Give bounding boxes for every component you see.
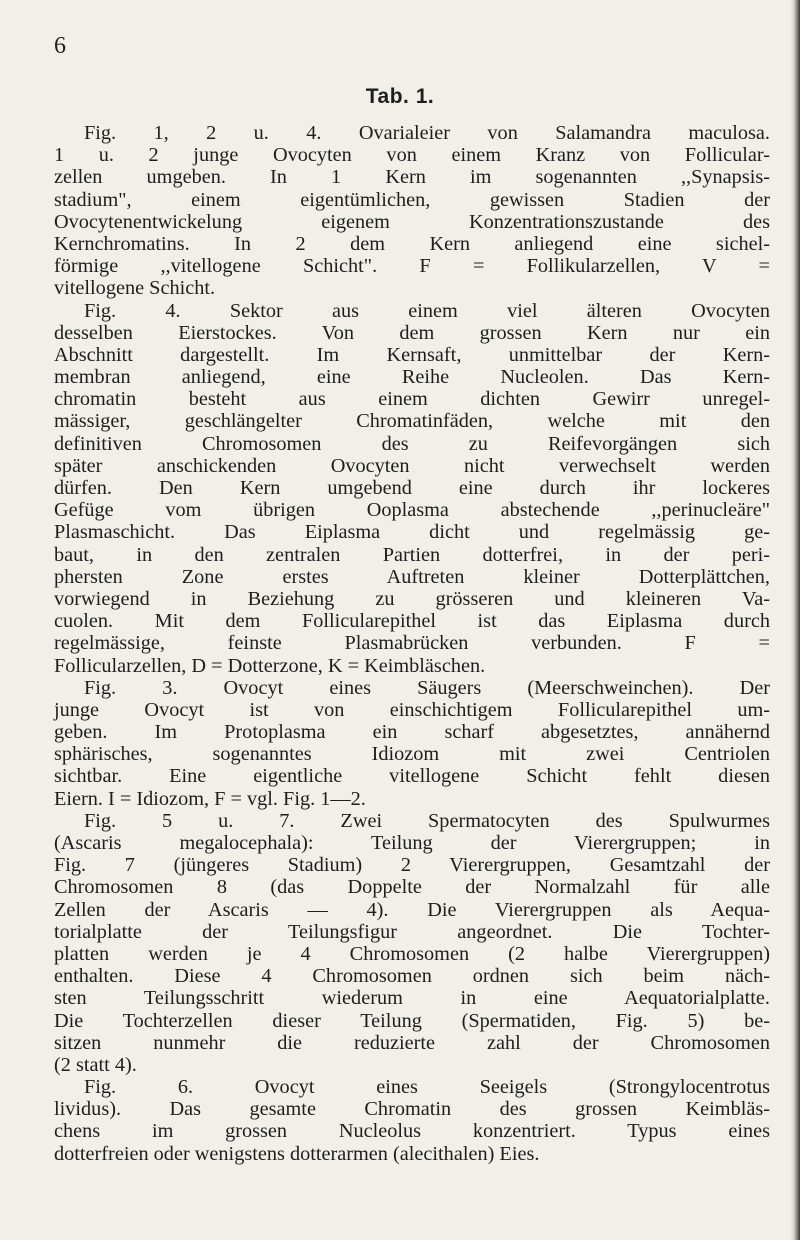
text-line: Kernchromatins. In 2 dem Kern anliegend eine sichel- — [54, 232, 770, 255]
text-line: platten werden je 4 Chromosomen (2 halbe Vierergruppen) — [54, 942, 770, 965]
text-line: torialplatte der Teilungsfigur angeordnet. Die Tochter- — [54, 920, 770, 943]
text-line: später anschickenden Ovocyten nicht verwechselt werden — [54, 454, 770, 477]
text-line: junge Ovocyt ist von einschichtigem Follicularepithel um- — [54, 698, 770, 721]
paragraph-first-line: Fig. 4. Sektor aus einem viel älteren Ovocyten — [84, 299, 770, 322]
text-line: sphärisches, sogenanntes Idiozom mit zwei Centriolen — [54, 743, 770, 766]
text-line: Die Tochterzellen dieser Teilung (Spermatiden, Fig. 5) be- — [54, 1009, 770, 1032]
text-line: phersten Zone erstes Auftreten kleiner Dotterplättchen, — [54, 565, 770, 588]
text-line: Chromosomen 8 (das Doppelte der Normalzahl für alle — [54, 876, 770, 899]
text-line: geben. Im Protoplasma ein scharf abgesetztes, annähernd — [54, 721, 770, 744]
text-line: lividus). Das gesamte Chromatin des grossen Keimbläs- — [54, 1098, 770, 1121]
text-line: Eiern. I = Idiozom, F = vgl. Fig. 1—2. — [54, 787, 366, 810]
paragraph-first-line: Fig. 3. Ovocyt eines Säugers (Meerschweinchen). Der — [84, 676, 770, 699]
text-line: (2 statt 4). — [54, 1053, 137, 1076]
text-line: definitiven Chromosomen des zu Reifevorgängen sich — [54, 432, 770, 455]
text-line: chens im grossen Nucleolus konzentriert. Typus eines — [54, 1120, 770, 1143]
text-line: regelmässige, feinste Plasmabrücken verbunden. F = — [54, 632, 770, 655]
text-line: dürfen. Den Kern umgebend eine durch ihr lockeres — [54, 477, 770, 499]
text-line: chromatin besteht aus einem dichten Gewirr unregel- — [54, 388, 770, 411]
text-line: förmige ,,vitellogene Schicht". F = Follikularzellen, V = — [54, 255, 770, 278]
text-line: enthalten. Diese 4 Chromosomen ordnen sich beim näch- — [54, 965, 770, 988]
caption-text — [54, 122, 770, 1165]
text-line: sten Teilungsschritt wiederum in eine Aequatorialplatte. — [54, 987, 770, 1010]
text-line: Abschnitt dargestellt. Im Kernsaft, unmittelbar der Kern- — [54, 343, 770, 366]
text-line: baut, in den zentralen Partien dotterfrei, in der peri- — [54, 543, 770, 566]
text-line: vorwiegend in Beziehung zu grösseren und kleineren Va- — [54, 587, 770, 610]
text-line: sitzen nunmehr die reduzierte zahl der Chromosomen — [54, 1031, 770, 1054]
text-line: Ovocytenentwickelung eigenem Konzentrationszustande des — [54, 210, 770, 233]
text-line: membran anliegend, eine Reihe Nucleolen. Das Kern- — [54, 366, 770, 389]
paragraph-first-line: Fig. 6. Ovocyt eines Seeigels (Strongylocentrotus — [84, 1076, 770, 1099]
page-number: 6 — [54, 33, 66, 59]
plate-title: Tab. 1. — [365, 85, 435, 108]
text-line: dotterfreien oder wenigstens dotterarmen (alecithalen) Eies. — [54, 1142, 540, 1165]
text-line: Gefüge vom übrigen Ooplasma abstechende ,,perinucleäre" — [54, 499, 770, 522]
text-line: cuolen. Mit dem Follicularepithel ist das Eiplasma durch — [54, 610, 770, 633]
text-line: vitellogene Schicht. — [54, 277, 216, 300]
text-line: stadium", einem eigentümlichen, gewissen Stadien der — [54, 188, 770, 211]
text-line: Plasmaschicht. Das Eiplasma dicht und regelmässig ge- — [54, 521, 770, 544]
text-line: Follicularzellen, D = Dotterzone, K = Keimbläschen. — [54, 654, 486, 677]
text-line: sichtbar. Eine eigentliche vitellogene Schicht fehlt diesen — [54, 765, 770, 788]
text-line: Zellen der Ascaris — 4). Die Vierergruppen als Aequa- — [54, 898, 770, 921]
text-line: mässiger, geschlängelter Chromatinfäden, welche mit den — [54, 410, 770, 433]
text-line: Fig. 7 (jüngeres Stadium) 2 Vierergruppen, Gesamtzahl der — [54, 854, 770, 877]
paragraph-first-line: Fig. 1, 2 u. 4. Ovarialeier von Salamandra maculosa. — [84, 122, 770, 144]
text-line: desselben Eierstockes. Von dem grossen Kern nur ein — [54, 321, 770, 344]
text-line: (Ascaris megalocephala): Teilung der Vierergruppen; in — [54, 832, 770, 854]
text-line: 1 u. 2 junge Ovocyten von einem Kranz von Follicular- — [54, 144, 770, 167]
paragraph-first-line: Fig. 5 u. 7. Zwei Spermatocyten des Spulwurmes — [84, 809, 770, 832]
text-line: zellen umgeben. In 1 Kern im sogenannten ,,Synapsis- — [54, 166, 770, 189]
page-edge — [790, 0, 800, 1240]
